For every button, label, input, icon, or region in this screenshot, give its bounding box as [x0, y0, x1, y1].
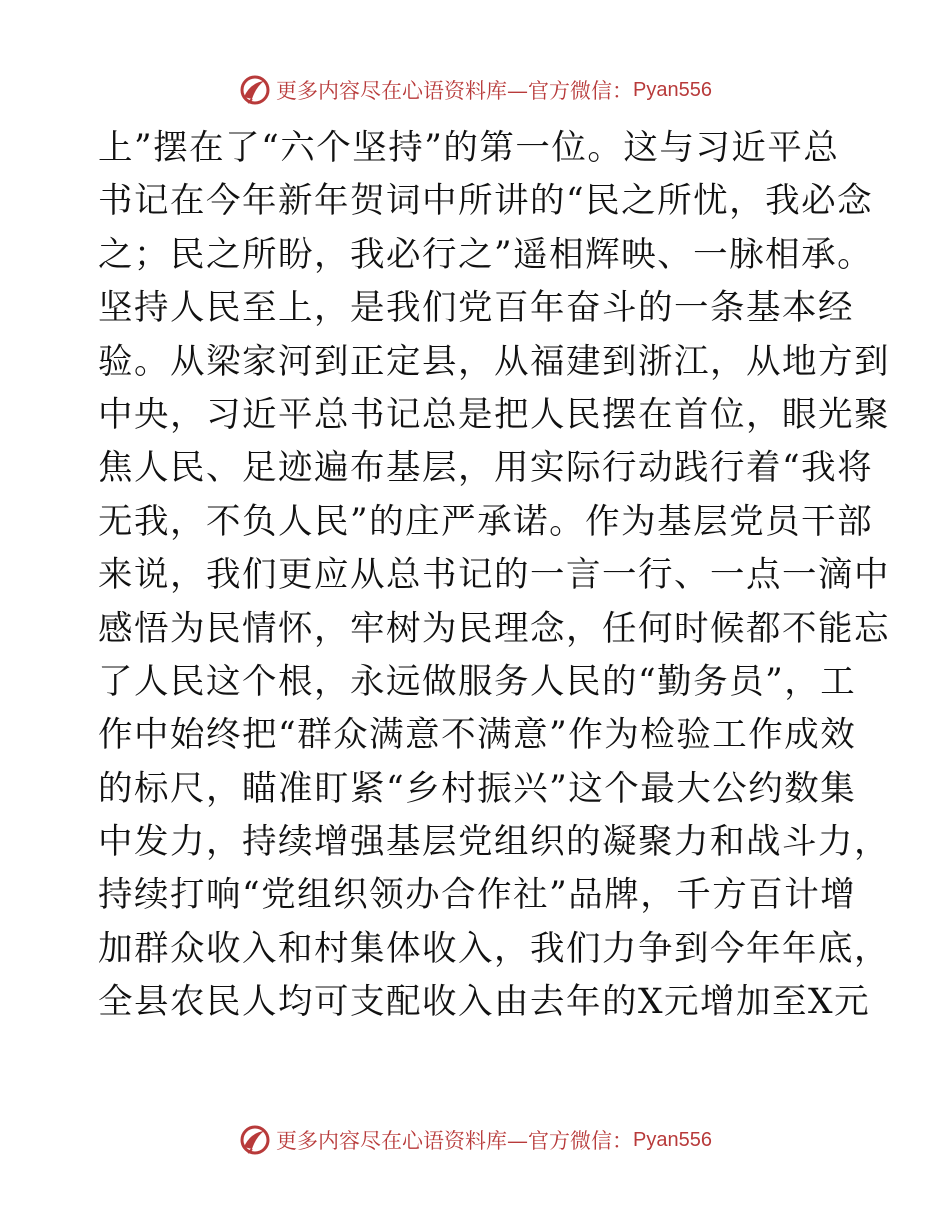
text-line: 无我，不负人民”的庄严承诺。作为基层党员干部	[98, 501, 874, 542]
header-watermark-text: 更多内容尽在心语资料库—官方微信：	[276, 79, 634, 103]
text-line: 焦人民、足迹遍布基层，用实际行动践行着“我将	[98, 448, 874, 489]
header-watermark	[0, 70, 950, 110]
text-line: 验。从梁家河到正定县，从福建到浙江，从地方到	[98, 341, 890, 382]
text-line: 作中始终把“群众满意不满意”作为检验工作成效	[98, 715, 857, 756]
text-line: 上”摆在了“六个坚持”的第一位。这与习近平总	[98, 128, 840, 168]
text-line: 持续打响“党组织领办合作社”品牌，千方百计增	[98, 875, 857, 916]
text-line: 中央，习近平总书记总是把人民摆在首位，眼光聚	[98, 394, 890, 435]
header-watermark-handle: Pyan556	[633, 78, 712, 101]
text-line: 中发力，持续增强基层党组织的凝聚力和战斗力，	[98, 822, 890, 863]
text-line: 坚持人民至上，是我们党百年奋斗的一条基本经	[98, 288, 854, 329]
text-line: 感悟为民情怀，牢树为民理念，任何时候都不能忘	[98, 608, 890, 649]
text-line: 加群众收入和村集体收入，我们力争到今年年底，	[98, 928, 890, 969]
text-line: 的标尺，瞄准盯紧“乡村振兴”这个最大公约数集	[98, 768, 857, 809]
footer-watermark-handle: Pyan556	[633, 1128, 712, 1151]
footer-watermark-text: 更多内容尽在心语资料库—官方微信：	[276, 1129, 634, 1153]
pen-circle-logo-icon	[238, 1123, 272, 1157]
text-line: 来说，我们更应从总书记的一言一行、一点一滴中	[98, 555, 890, 596]
pen-circle-logo-icon	[238, 73, 272, 107]
text-line: 全县农民人均可支配收入由去年的X元增加至X元	[98, 982, 871, 1023]
document-body	[98, 122, 890, 1030]
text-line: 了人民这个根，永远做服务人民的“勤务员”，工	[98, 661, 857, 702]
text-line: 之；民之所盼，我必行之”遥相辉映、一脉相承。	[98, 234, 874, 275]
text-line: 书记在今年新年贺词中所讲的“民之所忧，我必念	[98, 181, 874, 222]
footer-watermark	[0, 1120, 950, 1160]
